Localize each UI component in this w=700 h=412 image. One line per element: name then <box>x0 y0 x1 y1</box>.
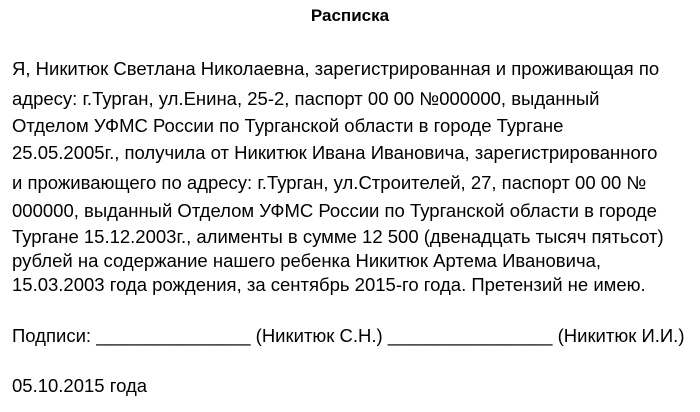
body-line-7: Тургане 15.12.2003г., алименты в сумме 12 500 (двенадцать тысяч пятьсот) <box>12 226 664 247</box>
body-line-8: рублей на содержание нашего ребенка Никитюк Артема Ивановича, <box>12 250 602 271</box>
body-line-6: 000000, выданный Отделом УФМС России по Турганской области в городе <box>12 200 657 221</box>
body-line-4: 25.05.2005г., получила от Никитюк Ивана Ивановича, зарегистрированного <box>12 142 658 163</box>
body-line-1: Я, Никитюк Светлана Николаевна, зарегистрированная и проживающая по <box>12 58 660 79</box>
document-title: Расписка <box>310 6 390 25</box>
signatures-line: Подписи: _______________ (Никитюк С.Н.) ________________ (Никитюк И.И.) <box>12 325 685 346</box>
body-line-9: 15.03.2003 года рождения, за сентябрь 2015-го года. Претензий не имею. <box>12 274 646 295</box>
document-date: 05.10.2015 года <box>12 375 148 396</box>
body-line-5: и проживающего по адресу: г.Турган, ул.Строителей, 27, паспорт 00 00 № <box>12 172 647 193</box>
body-line-2: адресу: г.Турган, ул.Енина, 25-2, паспорт 00 00 №000000, выданный <box>12 88 600 109</box>
body-line-3: Отделом УФМС России по Турганской области в городе Тургане <box>12 115 564 136</box>
